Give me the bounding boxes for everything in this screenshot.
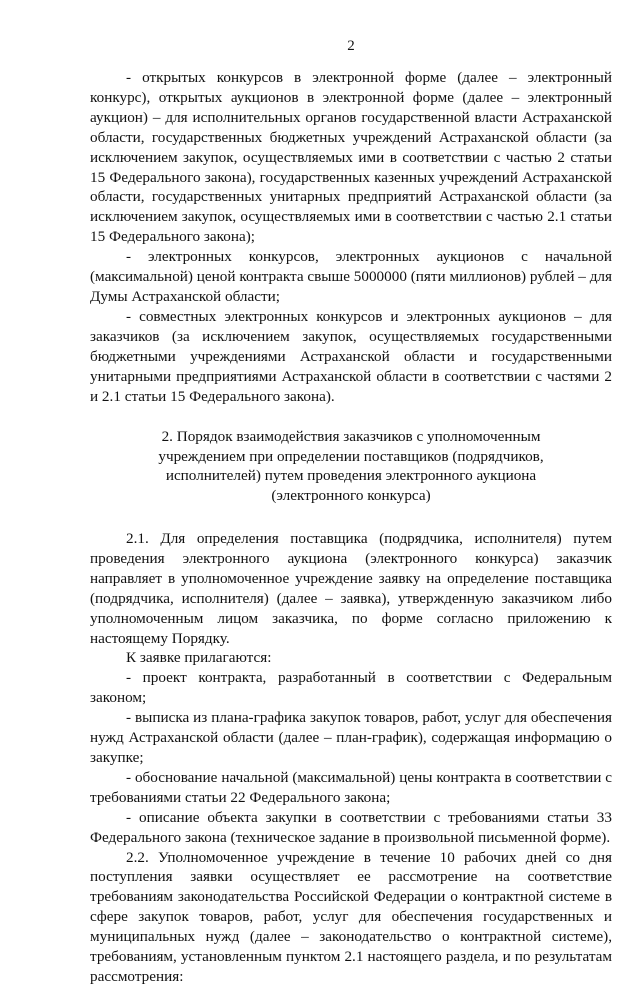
paragraph-attachments-intro: К заявке прилагаются: [126,649,272,667]
list-item-price-justification: - обоснование начальной (максимальной) цены контракта в соответствии с требованиями статьи 22 Федерального закона; [90,768,612,806]
document-body [90,68,612,987]
document-page [90,0,612,985]
list-item-contract-draft: - проект контракта, разработанный в соответствии с Федеральным законом; [90,669,612,707]
heading-line: (электронного конкурса) [271,486,431,504]
paragraph-2-1: 2.1. Для определения поставщика (подрядчика, исполнителя) путем проведения электронного аукциона (электронного конкурса) заказчик направляет в уполномоченное учреждение заявку на определение поставщика (подрядчика, исполнителя) (далее – заявка), утвержденную заказчиком либо уполномоченным лицом заказчика, по форме согласно приложению к настоящему Порядку. [90,530,612,647]
page-number: 2 [347,38,355,54]
list-item-joint-procurements: - совместных электронных конкурсов и электронных аукционов – для заказчиков (за исключением закупок, осуществляемых государственными бюджетными учреждениями Астраханской области и государственными унитарными предприятиями Астраханской области в соответствии с частями 2 и 2.1 статьи 15 Федерального закона). [90,307,612,405]
list-item-schedule-extract: - выписка из плана-графика закупок товаров, работ, услуг для обеспечения нужд Астраханской области (далее – план-график), содержащая информацию о закупке; [90,709,612,766]
heading-line: 2. Порядок взаимодействия заказчиков с уполномоченным [161,428,541,446]
list-item-duma: - электронных конкурсов, электронных аукционов с начальной (максимальной) ценой контракта свыше 5000000 (пяти миллионов) рублей – для Думы Астраханской области; [90,248,612,305]
heading-line: исполнителей) путем проведения электронного аукциона [165,467,537,485]
list-item-electronic-competitions: - открытых конкурсов в электронной форме (далее – электронный конкурс), открытых аукционов в электронной форме (далее – электронный аукцион) – для исполнительных органов государственной власти Астраханской области, государственных бюджетных учреждений Астраханской области (за исключением закупок, осуществляемых ими в соответствии с частью 2 статьи 15 Федерального закона), государственных казенных учреждений Астраханской области, государственных унитарных предприятий Астраханской области (за исключением закупок, осуществляемых ими в соответствии с частью 2.1 статьи 15 Федерального закона); [90,69,612,246]
paragraph-2-2: 2.2. Уполномоченное учреждение в течение 10 рабочих дней со дня поступления заявки осуществляет ее рассмотрение на соответствие требованиям законодательства Российской Федерации о контрактной системе в сфере закупок товаров, работ, услуг для обеспечения государственных и муниципальных нужд (далее – законодательство о контрактной системе), требованиям, установленным пунктом 2.1 настоящего раздела, и по результатам рассмотрения: [90,848,612,985]
heading-line: учреждением при определении поставщиков (подрядчиков, [158,447,544,465]
list-item-object-description: - описание объекта закупки в соответствии с требованиями статьи 33 Федерального закона (техническое задание в произвольной письменной форме). [90,808,612,846]
section-2-heading [90,427,612,505]
